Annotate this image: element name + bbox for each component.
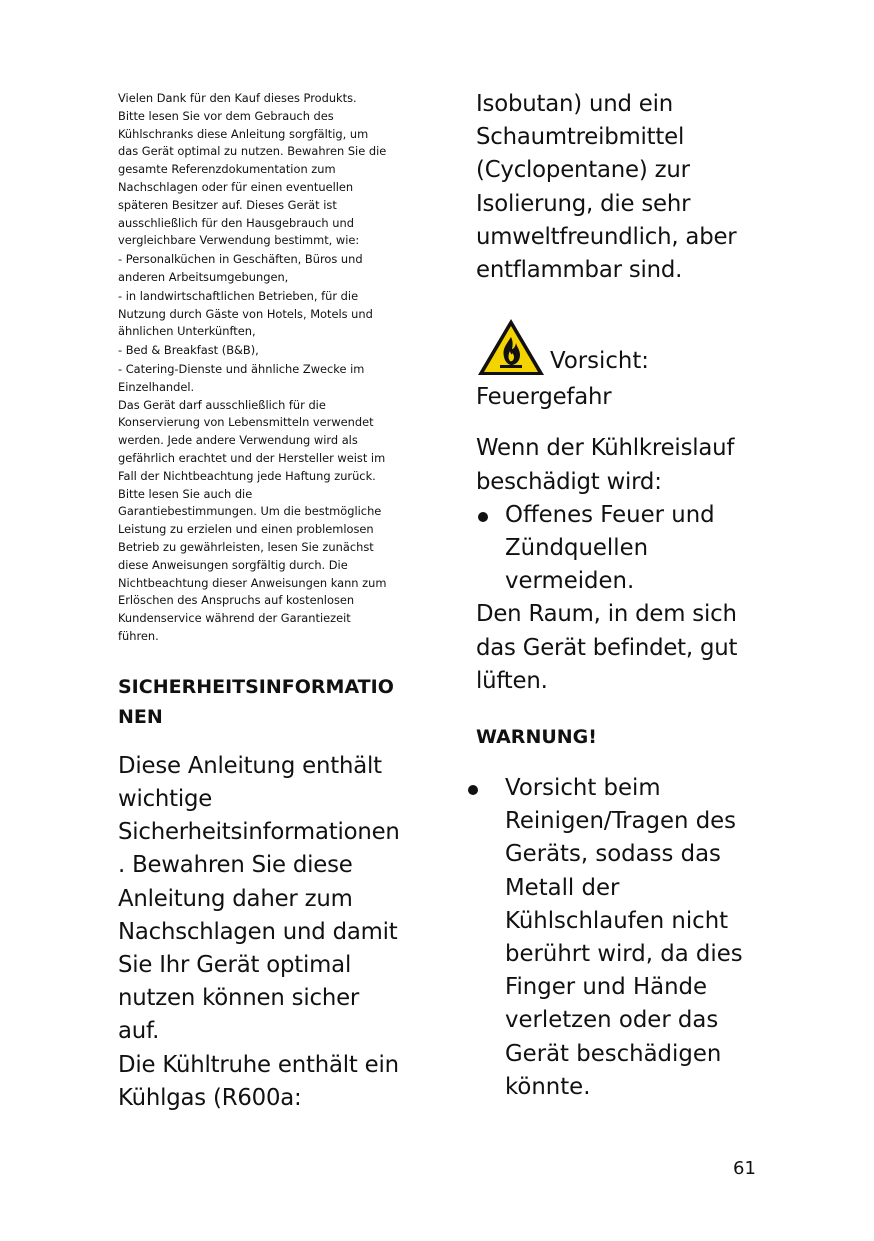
use-item-line: anderen Arbeitsumgebungen,	[118, 269, 289, 284]
use-item-line: - Personalküchen in Geschäften, Büros und	[118, 252, 363, 267]
safety-line: Kühlgas (R600a:	[118, 1084, 302, 1111]
intro-line: Bitte lesen Sie vor dem Gebrauch des	[118, 108, 334, 123]
bullet-line: berührt wird, da dies	[505, 941, 743, 968]
continuation-line: Schaumtreibmittel	[476, 124, 685, 151]
notice-paragraph	[118, 397, 400, 646]
caution-label: Vorsicht:	[550, 348, 649, 375]
use-item-line: - Catering-Dienste und ähnliche Zwecke im	[118, 361, 365, 376]
bullet-line: Vorsicht beim	[505, 775, 661, 802]
circuit-paragraph	[476, 432, 766, 498]
bullet-line: Finger und Hände	[505, 974, 708, 1001]
safety-line: Die Kühltruhe enthält ein	[118, 1051, 399, 1078]
intro-line: gesamte Referenzdokumentation zum	[118, 162, 336, 177]
bullet-line: Reinigen/Tragen des	[505, 808, 737, 835]
flammable-warning-icon	[476, 317, 546, 377]
circuit-line: beschädigt wird:	[476, 468, 662, 495]
use-item-line: ähnlichen Unterkünften,	[118, 324, 256, 339]
continuation-line: Isobutan) und ein	[476, 91, 673, 117]
safety-line: wichtige	[118, 785, 213, 812]
list-item	[476, 499, 766, 599]
continuation-line: umweltfreundlich, aber	[476, 223, 737, 250]
intro-paragraph	[118, 90, 400, 250]
notice-line: Garantiebestimmungen. Um die bestmögliche	[118, 504, 382, 519]
intro-line: Nachschlagen oder für einen eventuellen	[118, 179, 354, 194]
bullet-line: verletzen oder das	[505, 1007, 719, 1034]
safety-line: Anleitung daher zum	[118, 885, 353, 912]
notice-line: gefährlich erachtet und der Hersteller weist im	[118, 450, 386, 465]
bullet-line: Offenes Feuer und	[505, 501, 715, 528]
use-item-line: Nutzung durch Gäste von Hotels, Motels und	[118, 306, 373, 321]
intro-line: vergleichbare Verwendung bestimmt, wie:	[118, 233, 360, 248]
ventilate-line: lüften.	[476, 667, 548, 694]
safety-line: Sie Ihr Gerät optimal	[118, 951, 352, 978]
safety-line: Diese Anleitung enthält	[118, 752, 382, 779]
continuation-line: Isolierung, die sehr	[476, 190, 691, 217]
safety-line: Nachschlagen und damit	[118, 918, 398, 945]
ventilate-line: das Gerät befindet, gut	[476, 634, 738, 661]
list-item	[476, 772, 766, 1104]
use-item-line: - Bed & Breakfast (B&B),	[118, 343, 259, 358]
continuation-line: entflammbar sind.	[476, 257, 683, 284]
intro-line: ausschließlich für den Hausgebrauch und	[118, 215, 354, 230]
bullet-line: vermeiden.	[505, 568, 635, 595]
notice-line: Bitte lesen Sie auch die	[118, 486, 253, 501]
use-item-line: - in landwirtschaftlichen Betrieben, für die	[118, 288, 359, 303]
notice-line: Das Gerät darf ausschließlich für die	[118, 397, 326, 412]
notice-line: werden. Jede andere Verwendung wird als	[118, 433, 358, 448]
circuit-line: Wenn der Kühlkreislauf	[476, 435, 735, 462]
continuation-paragraph	[476, 88, 766, 287]
notice-line: Kundenservice während der Garantiezeit	[118, 611, 351, 626]
bullet-line: Metall der	[505, 874, 620, 901]
notice-line: diese Anweisungen sorgfältig durch. Die	[118, 557, 348, 572]
bullet-line: Zündquellen	[505, 535, 649, 562]
section-heading-line: NEN	[118, 705, 163, 728]
notice-line: Konservierung von Lebensmitteln verwendet	[118, 415, 374, 430]
use-item-line: Einzelhandel.	[118, 379, 195, 394]
ventilate-paragraph	[476, 598, 766, 698]
caution-row	[476, 307, 766, 377]
bullet-line: könnte.	[505, 1073, 591, 1100]
safety-line: auf.	[118, 1018, 160, 1045]
bullet-line: Geräts, sodass das	[505, 841, 721, 868]
fire-bullet-list	[476, 499, 766, 599]
notice-line: führen.	[118, 628, 159, 643]
section-heading-line: SICHERHEITSINFORMATIO	[118, 675, 394, 698]
safety-line: nutzen können sicher	[118, 985, 360, 1012]
page-number: 61	[733, 1158, 756, 1179]
caution-label-2: Feuergefahr	[476, 384, 612, 411]
use-list	[118, 251, 400, 396]
notice-line: Nichtbeachtung dieser Anweisungen kann zum	[118, 575, 387, 590]
intro-line: das Gerät optimal zu nutzen. Bewahren Sie die	[118, 144, 387, 159]
notice-line: Betrieb zu gewährleisten, lesen Sie zunächst	[118, 539, 374, 554]
continuation-line: (Cyclopentane) zur	[476, 157, 690, 184]
intro-line: Vielen Dank für den Kauf dieses Produkts.	[118, 91, 357, 105]
safety-paragraph	[118, 750, 400, 1115]
warning-heading: WARNUNG!	[476, 726, 597, 749]
warning-bullet-list	[476, 772, 766, 1104]
intro-line: Kühlschranks diese Anleitung sorgfältig, um	[118, 126, 369, 141]
bullet-line: Gerät beschädigen	[505, 1040, 722, 1067]
bullet-icon	[478, 512, 488, 522]
safety-line: . Bewahren Sie diese	[118, 852, 353, 879]
left-column	[118, 90, 400, 1115]
right-column	[476, 88, 766, 1104]
notice-line: Erlöschen des Anspruchs auf kostenlosen	[118, 593, 355, 608]
safety-line: Sicherheitsinformationen	[118, 819, 400, 846]
section-heading	[118, 672, 400, 732]
notice-line: Fall der Nichtbeachtung jede Haftung zurück.	[118, 468, 376, 483]
notice-line: Leistung zu erzielen und einen problemlosen	[118, 522, 374, 537]
ventilate-line: Den Raum, in dem sich	[476, 601, 737, 628]
bullet-line: Kühlschlaufen nicht	[505, 907, 729, 934]
bullet-icon	[468, 785, 478, 795]
intro-line: späteren Besitzer auf. Dieses Gerät ist	[118, 197, 337, 212]
